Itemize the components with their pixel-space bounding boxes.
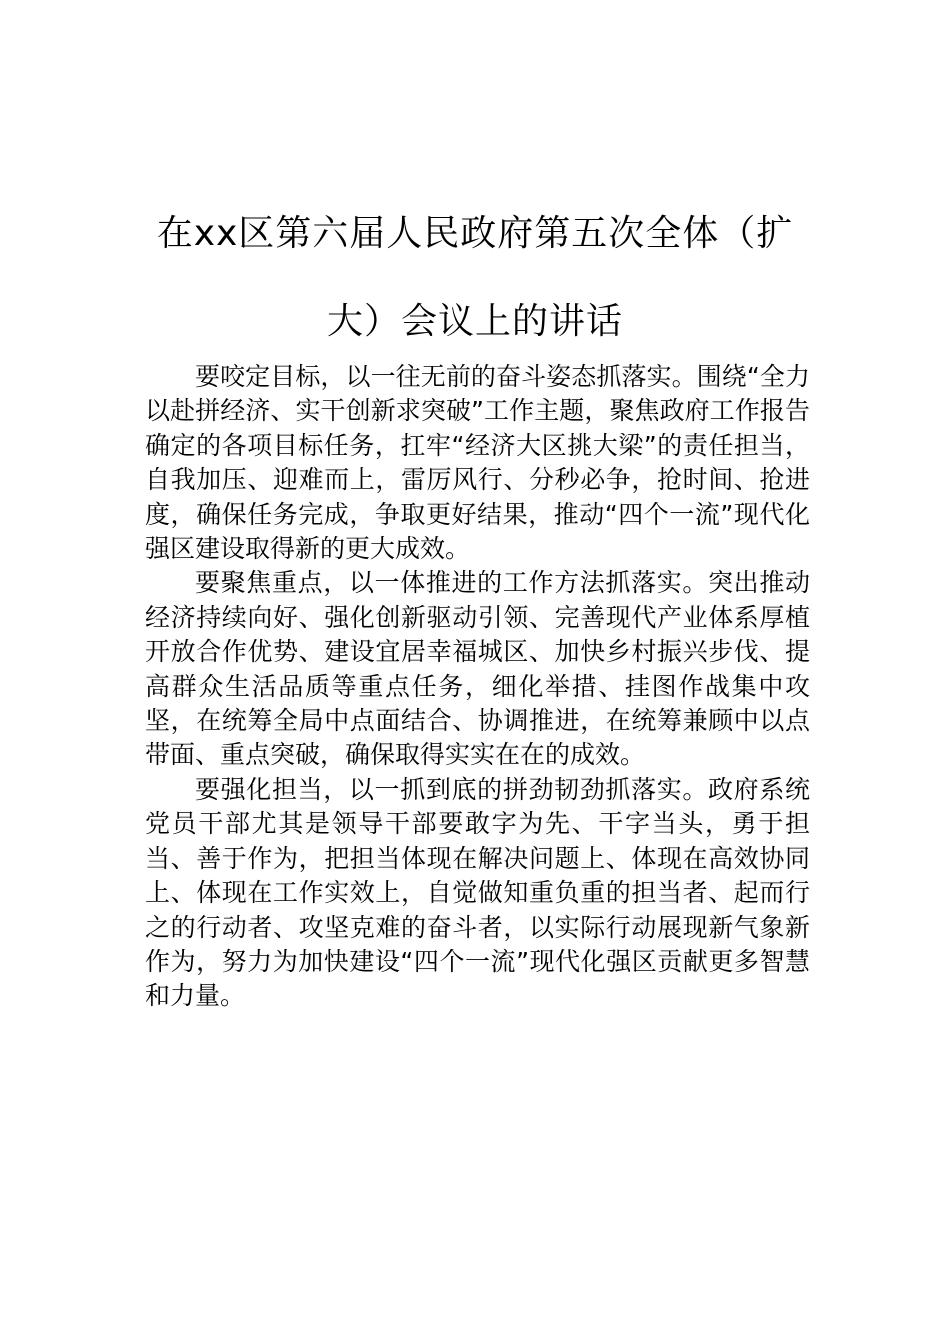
paragraph-1: 要咬定目标，以一往无前的奋斗姿态抓落实。围绕“全力以赴拼经济、实干创新求突破”工作主题，聚焦政府工作报告确定的各项目标任务，扛牢“经济大区挑大梁”的责任担当，自我加压、迎难而上，雷厉风行、分秒必争，抢时间、抢进度，确保任务完成，争取更好结果，推动“四个一流”现代化强区建设取得新的更大成效。 bbox=[145, 362, 810, 564]
paragraph-2: 要聚焦重点，以一体推进的工作方法抓落实。突出推动经济持续向好、强化创新驱动引领、完善现代产业体系厚植开放合作优势、建设宜居幸福城区、加快乡村振兴步伐、提高群众生活品质等重点任务，细化举措、挂图作战集中攻坚，在统筹全局中点面结合、协调推进，在统筹兼顾中以点带面、重点突破，确保取得实实在在的成效。 bbox=[145, 568, 810, 770]
title-line-1: 在xx区第六届人民政府第五次全体（扩 bbox=[156, 213, 794, 254]
paragraph-3: 要强化担当，以一抓到底的拼劲韧劲抓落实。政府系统党员干部尤其是领导干部要敢字为先、干字当头，勇于担当、善于作为，把担当体现在解决问题上、体现在高效协同上、体现在工作实效上，自觉做知重负重的担当者、起而行之的行动者、攻坚克难的奋斗者，以实际行动展现新气象新作为，努力为加快建设“四个一流”现代化强区贡献更多智慧和力量。 bbox=[145, 774, 810, 1011]
document-title bbox=[140, 190, 810, 366]
title-line-2: 大）会议上的讲话 bbox=[326, 301, 623, 342]
document-body bbox=[145, 360, 810, 1014]
